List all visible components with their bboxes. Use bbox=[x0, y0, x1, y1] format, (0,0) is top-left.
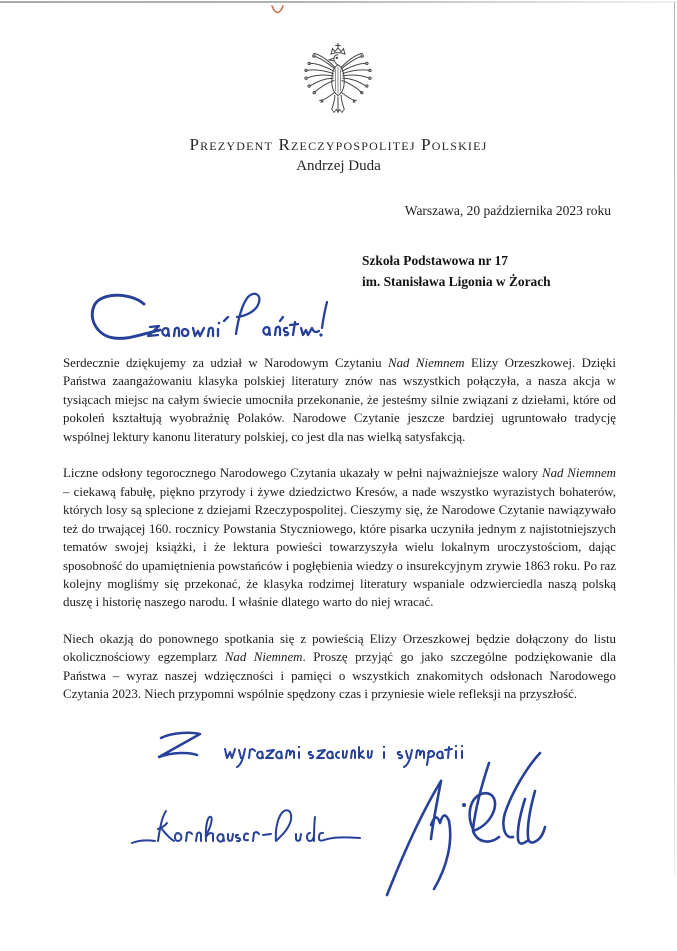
scan-edge-top bbox=[0, 1, 677, 3]
fold-mark-icon bbox=[270, 4, 285, 15]
polish-eagle-emblem-icon bbox=[299, 41, 377, 131]
paragraph: Liczne odsłony tegorocznego Narodowego Czytania ukazały w pełni najważniejsze walory Nad Niemnem – ciekawą fabułę, piękno przyrody i żywe dziedzictwo Kresów, a nade wszystko wyrazistych bohaterów, których losy są splecione z dziejami Rzeczypospolitej. Cieszymy się, że Narodowe Czytanie nawiązywało też do trwającej 160. rocznicy Powstania Styczniowego, które pisarka uczyniła jednym z najistotniejszych tematów swojej książki, i że lektura powieści towarzyszyła wielu lokalnym uroczystościom, dając sposobność do upamiętnienia powstańców i pogłębienia wiedzy o insurekcyjnym zrywie 1863 roku. Po raz kolejny mogliśmy się przekonać, że klasyka rodzimej literatury wspaniale odzwierciedla naszą polską duszę i historię naszego narodu. I właśnie dlatego warto do niej wracać. bbox=[63, 466, 616, 610]
scan-edge-right bbox=[674, 2, 675, 874]
recipient-block bbox=[362, 250, 551, 292]
signature-kornhauser-duda bbox=[128, 797, 368, 859]
paragraph: Serdecznie dziękujemy za udział w Narodowym Czytaniu Nad Niemnem Elizy Orzeszkowej. Dzięki Państwa zaangażowaniu klasyka polskiej literatury znów nas wszystkich połączyła, a nasza akcja w tysiącach miejsc na całym świecie umocniła przekonanie, że jesteśmy silnie związani z dziełami, które od pokoleń kształtują wyobraźnię Polaków. Narodowe Czytanie jeszcze bardziej ugruntowało tradycję wspólnej lektury kanonu literatury polskiej, co jest dla nas wielką satysfakcją. bbox=[63, 356, 616, 444]
sender-title: Prezydent Rzeczypospolitej Polskiej bbox=[189, 135, 488, 154]
handwritten-greeting bbox=[84, 290, 334, 344]
sender-name: Andrzej Duda bbox=[296, 158, 381, 174]
paragraph: Niech okazją do ponownego spotkania się z powieścią Elizy Orzeszkowej będzie dołączony do listu okolicznościowy egzemplarz Nad Niemnem. Proszę przyjąć go jako szczególne podziękowanie dla Państwa – wyraz naszej wdzięczności i pamięci o wszystkich znakomitych odsłonach Narodowego Czytania 2023. Niech przypomni wspólnie spędzony czas i przyniesie wiele refleksji na przyszłość. bbox=[63, 631, 616, 702]
signature-andrzej-duda bbox=[377, 745, 577, 910]
letter-body bbox=[63, 354, 616, 722]
recipient-line-1: Szkoła Podstawowa nr 17 bbox=[362, 253, 508, 268]
recipient-line-2: im. Stanisława Ligonia w Żorach bbox=[362, 274, 551, 289]
dateline: Warszawa, 20 października 2023 roku bbox=[404, 203, 611, 218]
